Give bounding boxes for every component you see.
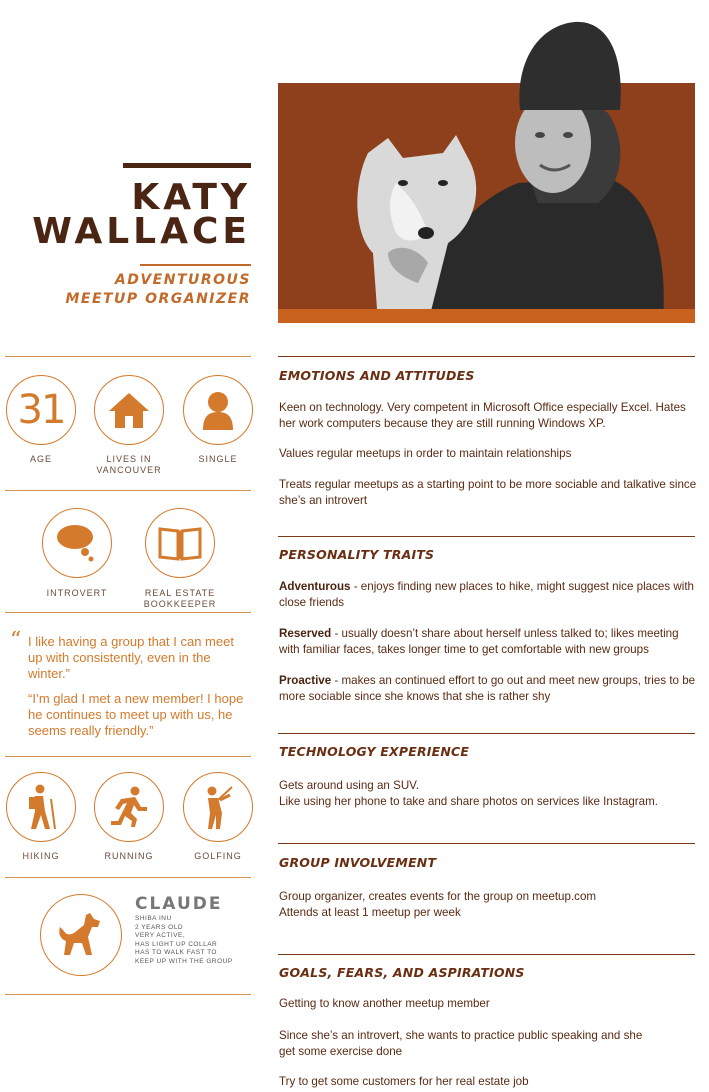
left-divider <box>5 612 251 613</box>
activity-label: GOLFING <box>194 851 242 861</box>
section-divider <box>278 536 695 537</box>
age-circle <box>6 375 76 445</box>
house-circle <box>94 375 164 445</box>
person-icon <box>201 390 235 430</box>
left-divider <box>5 490 251 491</box>
left-divider <box>5 356 251 357</box>
section-title-personality: PERSONALITY TRAITS <box>279 547 435 562</box>
age-label: AGE <box>29 454 52 464</box>
left-divider <box>5 877 251 878</box>
group-line: Attends at least 1 meetup per week <box>279 906 461 919</box>
emotions-paragraph: Keen on technology. Very competent in Microsoft Office especially Excel. Hates her work computers because they are still running Windows XP. <box>279 401 686 430</box>
trait-name: Reserved <box>279 627 332 640</box>
section-divider <box>278 356 695 357</box>
quote-mark: “ <box>10 628 22 653</box>
trait-text: - usually doesn’t share about herself unless talked to; likes meeting with familiar faces, takes longer time to get comfortable with new groups <box>279 627 679 656</box>
pet-fact: HAS LIGHT UP COLLAR <box>135 940 218 948</box>
name-rule <box>123 163 251 168</box>
occupation-label: REAL ESTATE BOOKKEEPER <box>143 588 217 609</box>
person-circle <box>183 375 253 445</box>
house-icon <box>107 390 151 430</box>
activity-label: RUNNING <box>104 851 154 861</box>
trait-paragraph <box>279 579 699 611</box>
hero-accent-strip <box>278 309 695 323</box>
age-number: 31 <box>17 387 65 433</box>
trait-name: Proactive <box>279 674 332 687</box>
portrait-hair-overflow <box>510 20 628 110</box>
trait-paragraph <box>279 626 699 658</box>
section-divider <box>278 954 695 955</box>
role-rule <box>140 264 251 266</box>
technology-line: Like using her phone to take and share photos on services like Instagram. <box>279 795 658 808</box>
group-line: Group organizer, creates events for the group on meetup.com <box>279 890 597 903</box>
running-icon <box>107 785 151 829</box>
section-title-group: GROUP INVOLVEMENT <box>279 855 437 870</box>
running-circle <box>94 772 164 842</box>
hiking-circle <box>6 772 76 842</box>
pet-fact: KEEP UP WITH THE GROUP <box>135 957 233 965</box>
location-label <box>84 454 174 476</box>
trait-paragraph <box>279 673 699 705</box>
dog-icon <box>56 911 106 959</box>
personality-label: INTROVERT <box>46 588 108 598</box>
goals-paragraph: Getting to know another meetup member <box>279 997 490 1010</box>
golfing-icon <box>198 783 238 831</box>
trait-text: - enjoys finding new places to hike, might suggest nice places with close friends <box>279 580 694 609</box>
hero-photo <box>278 83 695 323</box>
technology-line: Gets around using an SUV. <box>279 779 420 792</box>
section-title-emotions: EMOTIONS AND ATTITUDES <box>279 368 475 383</box>
thought-bubble-icon <box>55 523 99 563</box>
left-divider <box>5 756 251 757</box>
trait-text: - makes an continued effort to go out and meet new groups, tries to be more sociable since she knows that she is rather shy <box>279 674 696 703</box>
location-label-line1: LIVES IN <box>106 454 152 464</box>
pet-name: CLAUDE <box>135 894 223 914</box>
thought-circle <box>42 508 112 578</box>
persona-role-line1: ADVENTUROUS <box>114 272 251 288</box>
status-label: SINGLE <box>198 454 238 464</box>
persona-first-name: KATY <box>131 177 251 218</box>
activity-label: HIKING <box>22 851 60 861</box>
section-title-goals: GOALS, FEARS, AND ASPIRATIONS <box>279 965 525 980</box>
emotions-paragraph: Treats regular meetups as a starting point to be more sociable and talkative since she’s an introvert <box>279 478 697 507</box>
goals-paragraph: Try to get some customers for her real estate job <box>279 1075 529 1088</box>
quote-text: “I’m glad I met a new member! I hope he continues to meet up with us, he seems really friendly.” <box>28 691 244 738</box>
pet-fact: 2 YEARS OLD <box>135 923 184 931</box>
section-divider <box>278 843 695 844</box>
emotions-paragraph: Values regular meetups in order to maintain relationships <box>279 447 572 460</box>
pet-fact: SHIBA INU <box>135 915 172 922</box>
persona-last-name: WALLACE <box>32 211 251 252</box>
pet-facts <box>135 915 233 967</box>
dog-circle <box>40 894 122 976</box>
goals-paragraph: Since she’s an introvert, she wants to practice public speaking and she get some exercise done <box>279 1029 643 1058</box>
location-label-line2: VANCOUVER <box>96 465 162 475</box>
open-book-icon <box>157 525 203 561</box>
hiking-icon <box>21 783 61 831</box>
pet-fact: VERY ACTIVE, <box>135 932 186 940</box>
section-divider <box>278 733 695 734</box>
trait-name: Adventurous <box>279 580 351 593</box>
book-circle <box>145 508 215 578</box>
portrait-illustration <box>278 83 695 323</box>
persona-role-line2: MEETUP ORGANIZER <box>65 291 251 307</box>
pet-fact: HAS TO WALK FAST TO <box>135 949 217 957</box>
golfing-circle <box>183 772 253 842</box>
left-divider <box>5 994 251 995</box>
section-title-technology: TECHNOLOGY EXPERIENCE <box>279 744 470 759</box>
quote-text: I like having a group that I can meet up with consistently, even in the winter.” <box>28 634 234 681</box>
